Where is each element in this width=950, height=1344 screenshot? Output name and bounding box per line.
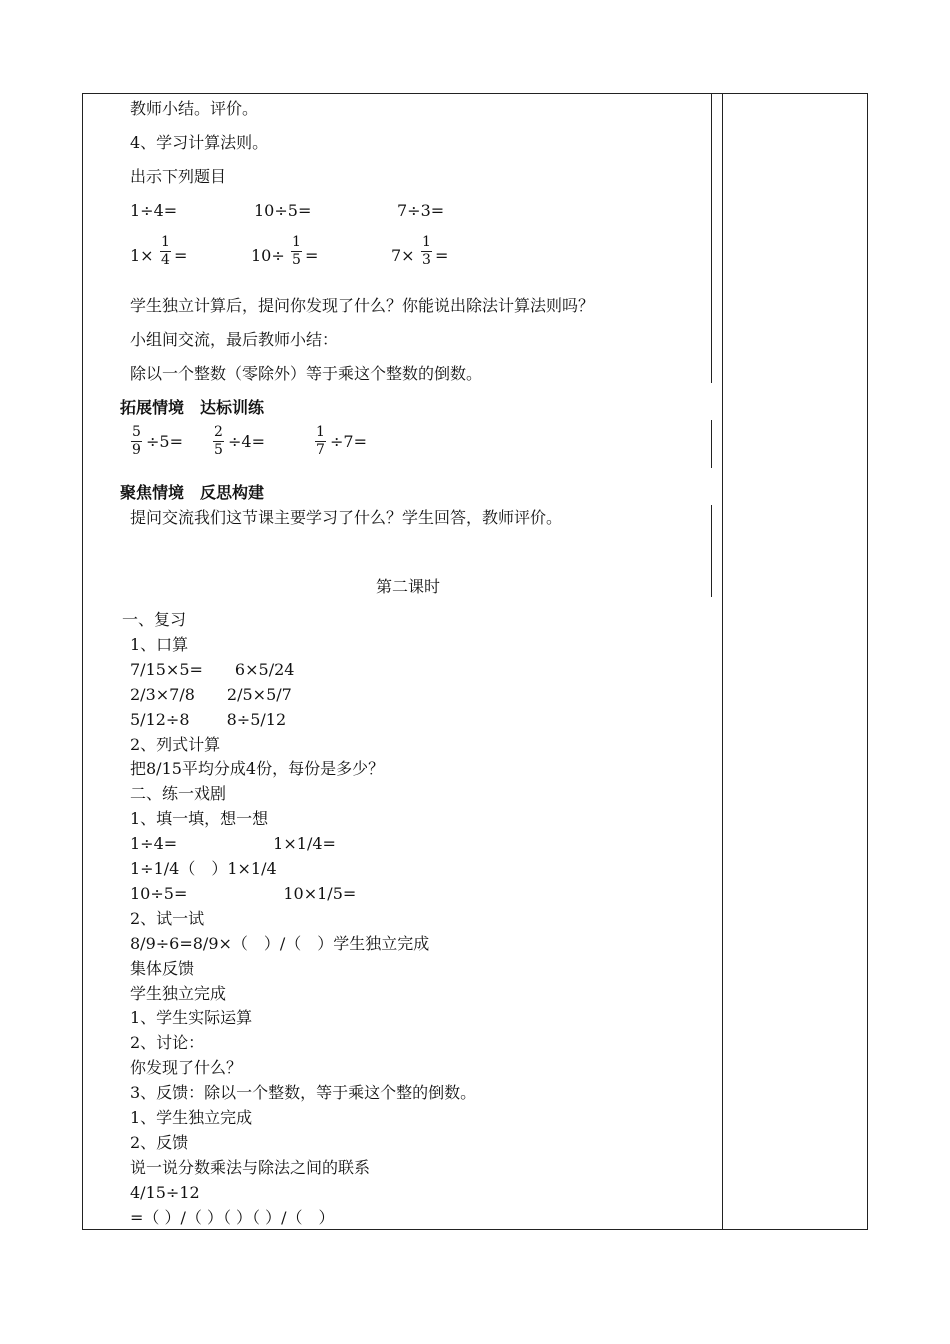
text-line: 集体反馈 bbox=[130, 959, 195, 978]
numerator: 1 bbox=[422, 234, 431, 250]
denominator: 9 bbox=[132, 442, 141, 458]
numerator: 5 bbox=[132, 424, 141, 440]
denominator: 7 bbox=[316, 442, 325, 458]
denominator: 5 bbox=[214, 442, 223, 458]
text-line: 一、复习 bbox=[122, 610, 187, 629]
text-line: 7/15×5= 6×5/24 bbox=[130, 660, 295, 679]
text-line: 把8/15平均分成4份，每份是多少？ bbox=[130, 759, 385, 778]
fraction bbox=[315, 425, 326, 458]
numerator: 2 bbox=[214, 424, 223, 440]
math-operator: = bbox=[305, 246, 319, 265]
text-line: 2、列式计算 bbox=[130, 735, 221, 754]
fraction bbox=[291, 235, 302, 268]
fraction bbox=[213, 425, 224, 458]
text-line: 1÷1/4（ ）1×1/4 bbox=[130, 859, 277, 878]
math-expression: ÷5= bbox=[146, 432, 183, 451]
section-heading: 拓展情境 达标训练 bbox=[120, 398, 265, 417]
text-line: 2、讨论： bbox=[130, 1033, 205, 1052]
text-line: 教师小结。评价。 bbox=[130, 99, 259, 118]
text-line: 1、学生独立完成 bbox=[130, 1108, 253, 1127]
math-expression: 10÷5= bbox=[254, 201, 312, 220]
text-line: 说一说分数乘法与除法之间的联系 bbox=[130, 1158, 371, 1177]
text-line: 1、口算 bbox=[130, 635, 189, 654]
text-line: 10÷5= 10×1/5= bbox=[130, 884, 357, 903]
math-operator: 10÷ bbox=[251, 246, 285, 265]
text-line: 学生独立计算后，提问你发现了什么？你能说出除法计算法则吗？ bbox=[130, 296, 595, 315]
column-divider bbox=[722, 93, 723, 1230]
text-line: 2、反馈 bbox=[130, 1133, 189, 1152]
text-line: 提问交流我们这节课主要学习了什么？学生回答，教师评价。 bbox=[130, 508, 563, 527]
math-expression: ÷7= bbox=[330, 432, 367, 451]
lesson-title: 第二课时 bbox=[376, 577, 441, 596]
math-operator: = bbox=[435, 246, 449, 265]
text-line: 除以一个整数（零除外）等于乘这个整数的倒数。 bbox=[130, 364, 483, 383]
text-line: 2、试一试 bbox=[130, 909, 205, 928]
math-operator: 7× bbox=[391, 246, 415, 265]
fraction bbox=[131, 425, 142, 458]
text-line: 4、学习计算法则。 bbox=[130, 133, 269, 152]
inner-border-segment bbox=[711, 505, 712, 597]
math-expression: ÷4= bbox=[228, 432, 265, 451]
math-expression: 1÷4= bbox=[130, 201, 178, 220]
numerator: 1 bbox=[292, 234, 301, 250]
text-line: 学生独立完成 bbox=[130, 984, 227, 1003]
math-operator: 1× bbox=[130, 246, 154, 265]
text-line: 1、填一填，想一想 bbox=[130, 809, 269, 828]
text-line: 5/12÷8 8÷5/12 bbox=[130, 710, 287, 729]
section-heading: 聚焦情境 反思构建 bbox=[120, 483, 265, 502]
text-line: 1÷4= 1×1/4= bbox=[130, 834, 336, 853]
inner-border-segment bbox=[711, 93, 712, 383]
text-line: 你发现了什么？ bbox=[130, 1058, 243, 1077]
text-line: =（ ）/（ ）（ ）（ ）/（ ） bbox=[130, 1208, 335, 1227]
math-operator: = bbox=[174, 246, 188, 265]
math-expression: 7÷3= bbox=[397, 201, 445, 220]
text-line: 二、练一戏剧 bbox=[130, 784, 227, 803]
fraction bbox=[160, 235, 171, 268]
inner-border-segment bbox=[711, 420, 712, 468]
numerator: 1 bbox=[316, 424, 325, 440]
denominator: 3 bbox=[422, 252, 431, 268]
text-line: 3、反馈：除以一个整数，等于乘这个整的倒数。 bbox=[130, 1083, 477, 1102]
text-line: 8/9÷6=8/9×（ ）/（ ）学生独立完成 bbox=[130, 934, 430, 953]
denominator: 4 bbox=[161, 252, 170, 268]
text-line: 4/15÷12 bbox=[130, 1183, 200, 1202]
text-line: 出示下列题目 bbox=[130, 167, 227, 186]
text-line: 小组间交流，最后教师小结： bbox=[130, 330, 339, 349]
numerator: 1 bbox=[161, 234, 170, 250]
fraction bbox=[421, 235, 432, 268]
text-line: 1、学生实际运算 bbox=[130, 1008, 253, 1027]
denominator: 5 bbox=[292, 252, 301, 268]
text-line: 2/3×7/8 2/5×5/7 bbox=[130, 685, 292, 704]
